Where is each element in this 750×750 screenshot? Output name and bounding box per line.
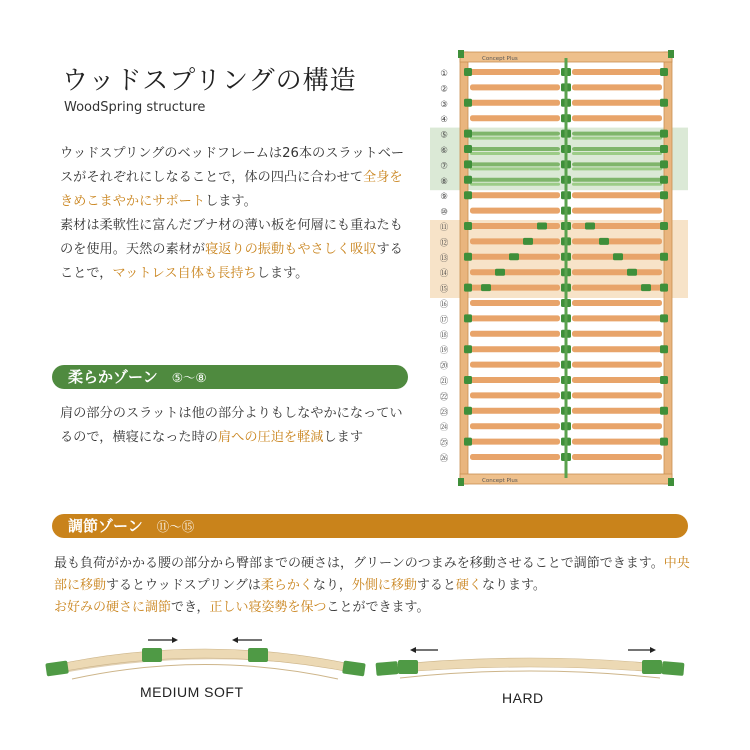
- slat-end-cap-left: [464, 145, 472, 153]
- slat-number: ⑳: [439, 361, 449, 372]
- slat-left: [470, 115, 560, 121]
- soft-arrow-left-head: [232, 637, 238, 643]
- soft-arrow-right-head: [172, 637, 178, 643]
- soft-slat: [50, 649, 360, 674]
- slat-end-cap-left: [464, 176, 472, 184]
- slat-right: [572, 377, 662, 383]
- slat-right: [572, 84, 662, 90]
- slat-right: [572, 362, 662, 368]
- hard-slat-underline: [400, 671, 660, 678]
- slat-number: ㉒: [439, 392, 449, 403]
- frame-corner-tl: [458, 50, 464, 58]
- slat-end-cap-right: [660, 314, 668, 322]
- slat-left: [470, 439, 560, 445]
- slat-right: [572, 423, 662, 429]
- slat-number: ③: [440, 99, 448, 110]
- slat-number: ⑱: [439, 330, 449, 341]
- soft-slat-underline: [72, 665, 338, 680]
- slat-end-cap-right: [660, 222, 668, 230]
- slat-right: [572, 147, 662, 151]
- hard-slat: [380, 658, 680, 674]
- slat-end-cap-left: [464, 99, 472, 107]
- slat-end-cap-left: [464, 222, 472, 230]
- bed-frame-svg: [430, 48, 692, 490]
- page-title: ウッドスプリングの構造: [62, 66, 357, 96]
- slat-right: [572, 100, 662, 106]
- slat-end-cap-right: [660, 376, 668, 384]
- slat-left: [470, 132, 560, 136]
- slat-right: [572, 331, 662, 337]
- slat-left-layer: [470, 152, 560, 155]
- slat-left: [470, 331, 560, 337]
- adjust-zone-text: 最も負荷がかかる腰の部分から臀部までの硬さは，グリーンのつまみを移動させることで調節できます。中央部に移動するとウッドスプリングは柔らかくなり，外側に移動すると硬くなります。 お好みの硬さに調節でき，正しい寝姿勢を保つことができます。: [54, 556, 690, 615]
- adjust-knob-right: [641, 284, 651, 291]
- slat-left: [470, 238, 560, 244]
- slat-number: ⑪: [439, 223, 449, 233]
- soft-zone-text: 肩の部分のスラットは他の部分よりもしなやかになっているので，横寝になった時の肩への圧迫を軽減します: [60, 406, 403, 445]
- slat-left: [470, 408, 560, 414]
- soft-end-cap-left: [45, 661, 69, 677]
- slat-number: ⑤: [440, 130, 448, 141]
- slat-end-cap-left: [464, 191, 472, 199]
- slat-right: [572, 238, 662, 244]
- adjust-zone-heading: 調節ゾーン ⑪～⑮: [52, 514, 688, 538]
- slat-right: [572, 346, 662, 352]
- slat-right: [572, 115, 662, 121]
- hard-label: HARD: [502, 690, 544, 706]
- adjust-knob-right: [613, 253, 623, 260]
- slat-left: [470, 69, 560, 75]
- hard-end-cap-left: [376, 661, 399, 676]
- slat-number: ㉖: [439, 454, 449, 464]
- intro-paragraph-1: ウッドスプリングのベッドフレームは26本のスラットベースがそれぞれにしなることで，体の四凸に合わせて全身をきめこまやかにサポートします。: [60, 146, 405, 209]
- slat-end-cap-left: [464, 253, 472, 261]
- slat-number: ⑰: [439, 315, 449, 326]
- slat-left: [470, 362, 560, 368]
- medium-soft-label: MEDIUM SOFT: [140, 684, 244, 700]
- slat-number: ⑥: [440, 146, 448, 156]
- slat-end-cap-left: [464, 314, 472, 322]
- slat-right: [572, 132, 662, 136]
- slat-left: [470, 346, 560, 352]
- slat-left: [470, 162, 560, 166]
- slat-end-cap-left: [464, 345, 472, 353]
- frame-brand-right: Concept Plus: [482, 478, 518, 484]
- adjust-knob-right: [627, 269, 637, 276]
- frame-brand-left: Concept Plus: [482, 56, 518, 62]
- slat-right: [572, 439, 662, 445]
- adjust-knob-right: [585, 223, 595, 230]
- soft-zone-heading: 柔らかゾーン ⑤～⑧: [52, 365, 408, 389]
- slat-number: ④: [440, 115, 448, 126]
- slat-right-layer: [572, 167, 662, 170]
- adjust-knob-left: [523, 238, 533, 245]
- slat-left: [470, 377, 560, 383]
- slat-end-cap-right: [660, 253, 668, 261]
- soft-zone-range: ⑤～⑧: [171, 370, 207, 385]
- slat-end-cap-right: [660, 145, 668, 153]
- slat-right-layer: [572, 152, 662, 155]
- slat-end-cap-left: [464, 407, 472, 415]
- slat-right: [572, 454, 662, 460]
- hard-end-cap-right: [661, 661, 684, 676]
- frame-right-rail: [664, 52, 672, 484]
- slat-left: [470, 269, 560, 275]
- slat-left: [470, 100, 560, 106]
- slat-number: ⑬: [439, 253, 449, 264]
- soft-knob-left: [142, 648, 162, 662]
- slat-number: ⑨: [440, 192, 448, 203]
- slat-right: [572, 208, 662, 214]
- slat-end-cap-right: [660, 284, 668, 292]
- slat-end-cap-right: [660, 160, 668, 168]
- intro-paragraph-2: 素材は柔軟性に富んだブナ材の薄い板を何層にも重ねたものを使用。天然の素材が寝返りの振動もやさしく吸収することで，マットレス自体も長持ちします。: [60, 218, 403, 281]
- slat-end-cap-right: [660, 130, 668, 138]
- slat-left: [470, 192, 560, 198]
- slat-left: [470, 300, 560, 306]
- slat-left: [470, 208, 560, 214]
- slat-number: ㉔: [439, 423, 449, 434]
- slat-left: [470, 315, 560, 321]
- bed-frame-illustration: [430, 48, 692, 490]
- adjust-zone-range: ⑪～⑮: [156, 519, 195, 534]
- slat-left-layer: [470, 167, 560, 170]
- adjust-knob-left: [481, 284, 491, 291]
- intro-text: [60, 142, 410, 286]
- hard-arrow-right-head: [650, 647, 656, 653]
- slat-right: [572, 178, 662, 182]
- frame-corner-tr: [668, 50, 674, 58]
- slat-number: ⑩: [440, 207, 448, 218]
- slat-number: ㉑: [439, 377, 449, 387]
- soft-knob-right: [248, 648, 268, 662]
- adjust-knob-right: [599, 238, 609, 245]
- highlight-shoulder-pressure: 肩への圧迫を軽減: [218, 430, 324, 445]
- adjust-knob-left: [495, 269, 505, 276]
- slat-right-layer: [572, 137, 662, 140]
- page-subtitle: WoodSpring structure: [64, 100, 206, 115]
- slat-number: ①: [440, 69, 448, 79]
- slat-number: ⑯: [439, 300, 449, 310]
- slat-number: ㉓: [439, 407, 449, 418]
- slat-number: ⑦: [440, 161, 448, 172]
- slat-left: [470, 454, 560, 460]
- slat-number: ⑭: [439, 269, 449, 280]
- highlight-mattress-longevity: マットレス自体も長持ち: [112, 266, 257, 281]
- slat-end-cap-right: [660, 438, 668, 446]
- hard-arrow-left-head: [410, 647, 416, 653]
- slat-number: ⑮: [439, 284, 449, 295]
- slat-left-layer: [470, 183, 560, 186]
- slat-right-layer: [572, 183, 662, 186]
- slat-right: [572, 408, 662, 414]
- slat-end-cap-right: [660, 407, 668, 415]
- frame-left-rail: [460, 52, 468, 484]
- slat-right: [572, 269, 662, 275]
- slat-end-cap-left: [464, 438, 472, 446]
- slat-end-cap-left: [464, 68, 472, 76]
- slat-end-cap-right: [660, 345, 668, 353]
- slat-left: [470, 84, 560, 90]
- slat-left: [470, 423, 560, 429]
- slat-number: ⑧: [440, 176, 448, 187]
- slat-right: [572, 162, 662, 166]
- highlight-vibration-absorb: 寝返りの振動もやさしく吸収: [205, 242, 377, 257]
- slat-end-cap-right: [660, 68, 668, 76]
- frame-corner-bl: [458, 478, 464, 486]
- slat-right: [572, 192, 662, 198]
- slat-right: [572, 392, 662, 398]
- hard-knob-left: [398, 660, 418, 674]
- slat-number: ②: [440, 84, 448, 95]
- slat-number: ㉕: [439, 438, 449, 449]
- slat-right: [572, 300, 662, 306]
- slat-number: ⑫: [439, 238, 449, 249]
- slat-left-layer: [470, 137, 560, 140]
- frame-corner-br: [668, 478, 674, 486]
- slat-left: [470, 178, 560, 182]
- adjust-knob-left: [509, 253, 519, 260]
- slat-end-cap-left: [464, 284, 472, 292]
- soft-end-cap-right: [342, 661, 366, 677]
- soft-slat-back-layer: [58, 654, 352, 674]
- center-spine: [565, 58, 568, 478]
- slat-end-cap-right: [660, 191, 668, 199]
- slat-left: [470, 147, 560, 151]
- slat-end-cap-left: [464, 130, 472, 138]
- adjust-knob-left: [537, 223, 547, 230]
- slat-right: [572, 69, 662, 75]
- slat-end-cap-right: [660, 99, 668, 107]
- slat-end-cap-right: [660, 176, 668, 184]
- highlight-full-body-support: 全身をきめこまやかにサポート: [60, 170, 403, 209]
- slat-end-cap-left: [464, 376, 472, 384]
- slat-right: [572, 315, 662, 321]
- slat-number: ⑲: [439, 346, 449, 357]
- hard-knob-right: [642, 660, 662, 674]
- slat-left: [470, 392, 560, 398]
- slat-end-cap-left: [464, 160, 472, 168]
